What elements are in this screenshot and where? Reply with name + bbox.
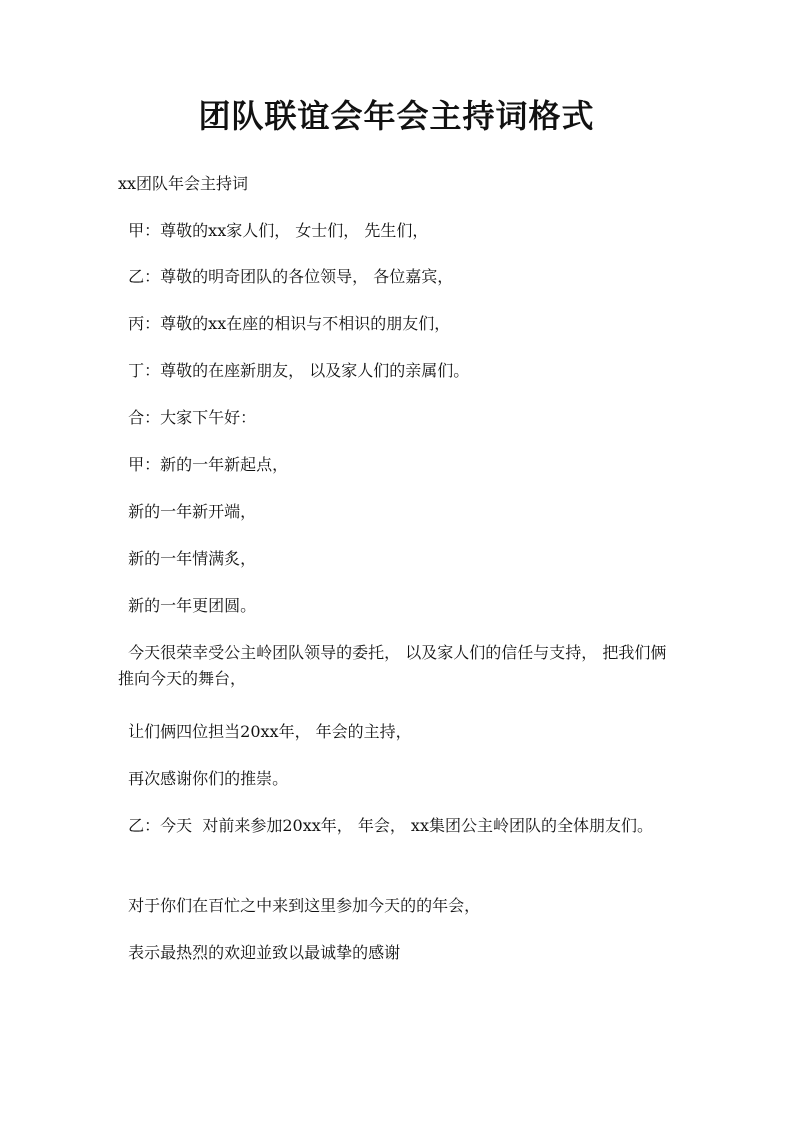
paragraph-4: 丙：尊敬的xx在座的相识与不相识的朋友们， xyxy=(118,314,451,333)
paragraph-14: 乙：今天 对前来参加20xx年， 年会， xx集团公主岭团队的全体朋友们。 xyxy=(118,816,653,835)
paragraph-3: 乙：尊敬的明奇团队的各位领导， 各位嘉宾， xyxy=(118,267,454,286)
paragraph-10: 新的一年更团圆。 xyxy=(118,596,257,615)
paragraph-7: 甲：新的一年新起点， xyxy=(118,455,289,474)
paragraph-1: xx团队年会主持词 xyxy=(118,174,249,193)
paragraph-8: 新的一年新开端， xyxy=(118,502,257,521)
paragraph-13: 再次感谢你们的推崇。 xyxy=(118,769,289,788)
paragraph-16: 表示最热烈的欢迎並致以最诚挚的感谢 xyxy=(118,943,401,962)
paragraph-15: 对于你们在百忙之中来到这里参加今天的的年会， xyxy=(118,896,481,915)
paragraph-6: 合：大家下午好： xyxy=(118,408,257,427)
paragraph-5: 丁：尊敬的在座新朋友， 以及家人们的亲属们。 xyxy=(118,361,470,380)
paragraph-2: 甲：尊敬的xx家人们， 女士们， 先生们， xyxy=(118,221,429,240)
paragraph-9: 新的一年情满炙， xyxy=(118,549,257,568)
paragraph-12: 让们俩四位担当20xx年， 年会的主持， xyxy=(118,722,412,741)
document-title: 团队联谊会年会主持词格式 xyxy=(198,97,595,135)
paragraph-11: 今天很荣幸受公主岭团队领导的委托， 以及家人们的信任与支持， 把我们俩推向今天的舞台， xyxy=(118,643,667,688)
